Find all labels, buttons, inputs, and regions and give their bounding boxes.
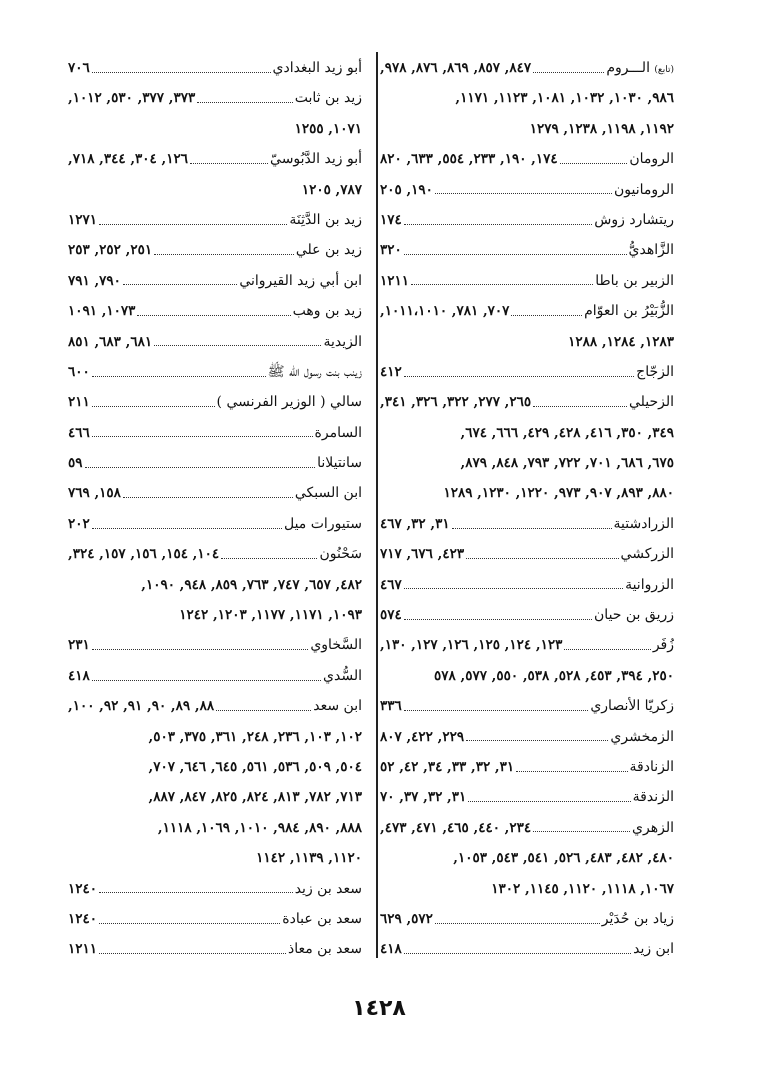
index-entry-continuation [380,661,674,691]
entry-page-numbers: ٤٢٣, ٦٧٦, ٧١٧ [380,546,465,563]
index-entry [68,661,362,691]
entry-name-text: سعد بن معاذ [287,941,362,958]
entry-name-text: الزركشي [620,546,674,563]
entry-name-text: زيد بن ثابت [294,90,362,107]
index-entry [380,387,674,417]
entry-name-text: سالي ( الوزير الفرنسي ) [216,394,362,411]
leader-dots [404,224,593,225]
leader-dots [137,315,290,316]
entry-page-numbers: ١٢٦, ٣٠٤, ٣٤٤, ٧١٨, [68,151,188,168]
leader-dots [221,558,317,559]
entry-name [319,539,362,569]
leader-dots [560,163,628,164]
leader-dots [511,315,582,316]
index-entry-continuation [380,843,674,873]
entry-name [288,934,362,964]
index-entry [68,83,362,113]
entry-page-numbers: ٤١٢ [380,363,402,380]
index-entry [68,205,362,235]
leader-dots [123,284,237,285]
index-entry [68,235,362,265]
index-entry [68,296,362,326]
entry-name-text: زُفَر [652,637,674,654]
column-divider [376,52,378,958]
entry-name-text: ابن أبي زيد القيرواني [239,272,362,289]
entry-page-numbers: ١٠٧١, ١٢٥٥ [294,120,362,137]
entry-name-text: الرومان [629,151,674,168]
entry-page-numbers: ٣٣٦ [380,698,402,715]
entry-page-numbers: ٤٨٠, ٤٨٢, ٤٨٣, ٥٢٦, ٥٤١, ٥٤٣, ١٠٥٣, [453,850,674,867]
entry-page-numbers: ٧٠٦ [68,60,90,76]
leader-dots [533,72,604,73]
entry-name [630,752,674,782]
entry-name [295,478,362,508]
leader-dots [404,953,631,954]
leader-dots [404,254,627,255]
entry-page-numbers: ٧٠٧, ٧٨١, ١٠١١،١٠١٠, [380,303,510,320]
leader-dots [452,528,612,529]
index-column-right [380,53,674,965]
entry-name [315,418,362,448]
entry-page-numbers: ١٧٤, ١٩٠, ٢٣٣, ٥٥٤, ٦٣٣, ٨٢٠ [380,151,558,168]
entry-name [282,904,362,934]
entry-name [317,448,362,478]
entry-name-text: سعد بن عبادة [282,910,362,927]
entry-name [268,357,362,387]
entry-page-numbers: ٤١٨ [380,941,402,958]
entry-page-numbers: ٨٨٠, ٨٩٣, ٩٠٧, ٩٧٣, ١٢٢٠, ١٢٣٠, ١٢٨٩ [443,485,674,502]
entry-name-text: ابن سعد [313,698,362,715]
index-entry-continuation [380,478,674,508]
index-entry-continuation [380,874,674,904]
entry-page-numbers: ٢٢٩, ٤٢٢, ٨٠٧ [380,728,465,745]
index-entry [68,53,362,83]
entry-page-numbers: ١٢١١ [68,941,98,958]
entry-name [584,296,674,326]
entry-name [621,539,674,569]
entry-name-text: الزبير بن باطا [595,272,674,289]
entry-name-text: الزرادشتية [613,515,674,532]
entry-page-numbers: ٥٧٤ [380,607,402,624]
leader-dots [533,406,627,407]
index-entry [380,175,674,205]
index-entry-continuation [68,722,362,752]
index-entry [68,387,362,417]
index-entry-continuation [68,813,362,843]
entry-name [273,53,363,83]
index-entry [380,904,674,934]
entry-name-text: أبو زيد الدَّبُوسيّ [270,151,362,168]
entry-page-numbers: ٢٠٢ [68,515,90,532]
entry-page-numbers: ٦٨١, ٦٨٣, ٨٥١ [68,333,153,350]
entry-page-numbers: ١٠٧٣, ١٠٩١ [68,303,136,320]
index-entry-continuation [380,448,674,478]
leader-dots [92,376,266,377]
entry-name [633,934,674,964]
entry-page-numbers: ٣٧٣, ٣٧٧, ٥٣٠, ١٠١٢, [68,90,196,107]
leader-dots [92,680,321,681]
entry-name [632,813,674,843]
entry-page-numbers: ٤٨٢, ٦٥٧, ٧٤٧, ٧٦٣, ٨٥٩, ٩٤٨, ١٠٩٠, [141,576,362,593]
entry-name-text: ابن زيد [633,941,674,958]
entry-name-text: الزَّاهديُّ [628,242,674,259]
entry-page-numbers: ١٢٨٣, ١٢٨٤, ١٢٨٨ [568,333,674,350]
index-entry [68,327,362,357]
entry-page-numbers: ١٠٢, ١٠٣, ٢٣٦, ٢٤٨, ٣٦١, ٣٧٥, ٥٠٣, [148,728,362,745]
entry-name-text: السامرة [314,424,362,441]
leader-dots [92,436,313,437]
leader-dots [99,224,287,225]
entry-page-numbers: ٢٥٠, ٣٩٤, ٤٥٣, ٥٢٨, ٥٣٨, ٥٥٠, ٥٧٧, ٥٧٨ [434,667,674,684]
entry-name [295,874,362,904]
entry-page-numbers: ٥٠٤, ٥٠٩, ٥٣٦, ٥٦١, ٦٤٥, ٦٤٦, ٧٠٧, [148,758,362,775]
index-entry [380,144,674,174]
entry-page-numbers: ١٢٣, ١٢٤, ١٢٥, ١٢٦, ١٢٧, ١٣٠, [380,637,563,654]
entry-name [296,235,362,265]
entry-page-numbers: ٧٨٧, ١٢٠٥ [301,181,362,198]
entry-page-numbers: ٤٦٦ [68,424,90,441]
entry-name [590,691,674,721]
leader-dots [404,619,592,620]
entry-page-numbers: ٨٨, ٨٩, ٩٠, ٩١, ٩٢, ١٠٠, [68,698,215,715]
entry-name-text: السَّخاوي [310,637,362,654]
leader-dots [154,254,294,255]
leader-dots [468,801,630,802]
entry-page-numbers: ٣١, ٣٢, ٣٣, ٣٤, ٤٢, ٥٢ [380,758,515,775]
entry-page-numbers: ٦٧٥, ٦٨٦, ٧٠١, ٧٢٢, ٧٩٣, ٨٤٨, ٨٧٩, [460,455,674,472]
leader-dots [411,284,593,285]
entry-name-text: الزُّبَيْرُ بن العوّام [584,303,674,320]
entry-page-numbers: ٤١٨ [68,667,90,684]
index-entry [380,235,674,265]
entry-name-text: ابن السبكي [294,485,362,502]
entry-page-numbers: ٤٦٧ [380,576,402,593]
leader-dots [533,831,630,832]
entry-name-text: الزنادقة [629,758,674,775]
entry-name [239,266,362,296]
entry-page-numbers: ٢٣٤, ٤٤٠, ٤٦٥, ٤٧١, ٤٧٣, [380,819,532,836]
entry-page-numbers: ٣١, ٣٢, ٤٦٧ [380,515,450,532]
index-entry [380,752,674,782]
entry-name-text: زيد بن الدَّثِنَة [289,211,362,228]
entry-page-numbers: ٢٥١, ٢٥٢, ٢٥٣ [68,242,153,259]
entry-name-text: الزجّاج [636,363,674,380]
index-column-left [68,53,362,965]
entry-page-numbers: ١١٢٠, ١١٣٩, ١١٤٢ [256,850,362,867]
entry-name [625,570,674,600]
index-entry-continuation [68,570,362,600]
entry-name [217,387,362,417]
leader-dots [216,710,311,711]
leader-dots [404,710,589,711]
entry-name-text: ستيورات ميل [283,515,362,532]
entry-page-numbers: ١٢١١ [380,272,410,289]
index-entry [380,630,674,660]
entry-page-numbers: ٥٧٢, ٦٢٩ [380,910,433,927]
entry-page-numbers: ٢٣١ [68,637,90,654]
leader-dots [123,497,293,498]
entry-name-text: زيد بن وهب [292,303,362,320]
leader-dots [92,72,271,73]
leader-dots [99,953,286,954]
index-entry [380,266,674,296]
entry-name-text: الزمخشري [610,728,674,745]
leader-dots [466,740,608,741]
leader-dots [190,163,268,164]
entry-page-numbers: ١٠٤, ١٥٤, ١٥٦, ١٥٧, ٣٢٤, [68,546,220,563]
index-entry-continuation [68,114,362,144]
index-entry [380,296,674,326]
entry-page-numbers: ٧٩٠, ٧٩١ [68,272,121,289]
index-entry-continuation [380,83,674,113]
entry-name [633,782,674,812]
entry-name [614,175,674,205]
entry-page-numbers: ١٩٠, ٢٠٥ [380,181,433,198]
entry-name-text: سعد بن زيد [294,880,362,897]
entry-name [289,205,362,235]
index-entry [380,205,674,235]
index-entry [380,357,674,387]
entry-name [614,509,674,539]
entry-page-numbers: ٨٨٨, ٨٩٠, ٩٨٤, ١٠١٠, ١٠٦٩, ١١١٨, [157,819,362,836]
index-entry [380,570,674,600]
leader-dots [99,923,280,924]
entry-name-text: زريق بن حيان [594,607,674,624]
entry-name [595,266,674,296]
entry-name-text: سَحْنُون [319,546,362,563]
entry-page-numbers: ٨٤٧, ٨٥٧, ٨٦٩, ٨٧٦, ٩٧٨, [380,60,532,76]
entry-name [323,327,362,357]
index-entry [68,357,362,387]
entry-prefix: (تابع) [654,65,674,75]
index-entry [68,509,362,539]
entry-name [653,630,674,660]
entry-name [602,904,674,934]
entry-page-numbers: ١٢٤٠ [68,910,98,927]
index-entry [380,509,674,539]
entry-name-text: زينب بنت رسول الله ﷺ [267,363,362,380]
leader-dots [404,588,623,589]
leader-dots [92,649,309,650]
index-entry [68,630,362,660]
entry-page-numbers: ١٢٧١ [68,211,98,228]
index-entry-continuation [68,752,362,782]
entry-page-numbers: ١٧٤ [380,211,402,228]
index-entry [68,539,362,569]
leader-dots [154,345,321,346]
leader-dots [85,467,316,468]
leader-dots [92,528,282,529]
leader-dots [435,923,600,924]
index-entry [68,934,362,964]
entry-name-text: ريتشارد زوش [594,211,674,228]
index-entry-continuation [68,843,362,873]
entry-name-text: زيد بن علي [295,242,362,259]
index-entry-continuation [380,327,674,357]
entry-name [629,235,674,265]
entry-name-text: الزهري [632,819,674,836]
entry-page-numbers: ١٥٨, ٧٦٩ [68,485,121,502]
entry-page-numbers: ١١٩٢, ١١٩٨, ١٢٣٨, ١٢٧٩ [529,120,674,137]
entry-name [284,509,362,539]
entry-name-text: الـــروم [606,60,650,76]
entry-name-text: الزيدية [323,333,362,350]
entry-page-numbers: ٣٤٩, ٣٥٠, ٤١٦, ٤٢٨, ٤٢٩, ٦٦٦, ٦٧٤, [460,424,674,441]
entry-page-numbers: ١٠٦٧, ١١١٨, ١١٢٠, ١١٤٥, ١٣٠٢ [491,880,674,897]
index-entry-continuation [68,782,362,812]
entry-name-text: سانتيلانا [317,455,362,472]
index-entry-continuation [380,418,674,448]
leader-dots [435,193,612,194]
index-entry [68,904,362,934]
entry-name [293,296,362,326]
index-entry [380,934,674,964]
entry-name [323,661,362,691]
entry-page-numbers: ٣١, ٣٢, ٣٧, ٧٠ [380,789,467,806]
entry-name [636,357,674,387]
entry-name [629,387,674,417]
index-entry [68,691,362,721]
index-entry [380,600,674,630]
index-entry [380,53,674,83]
entry-name-text: زياد بن حُدَيْر [601,910,674,927]
entry-page-numbers: ٥٩ [68,455,83,472]
leader-dots [564,649,650,650]
entry-page-numbers: ٦٠٠ [68,363,90,380]
index-entry [380,813,674,843]
index-entry [68,448,362,478]
entry-name [270,144,362,174]
index-entry-continuation [68,175,362,205]
index-entry-continuation [68,600,362,630]
index-entry [68,874,362,904]
entry-page-numbers: ٢١١ [68,394,90,411]
entry-name [610,722,674,752]
leader-dots [516,771,627,772]
index-entry [68,418,362,448]
entry-name [594,205,674,235]
index-entry [380,782,674,812]
entry-name [629,144,674,174]
entry-page-numbers: ٢٦٥, ٢٧٧, ٣٢٢, ٣٢٦, ٣٤١, [380,394,532,411]
entry-name-text: زكريّا الأنصاري [590,698,674,715]
entry-name [295,83,362,113]
index-entry-continuation [380,114,674,144]
leader-dots [466,558,618,559]
entry-name [313,691,362,721]
entry-name [606,53,674,85]
entry-page-numbers: ١٢٤٠ [68,880,98,897]
entry-name-text: السُّدي [323,667,362,684]
entry-page-numbers: ٧١٣, ٧٨٢, ٨١٣, ٨٢٤, ٨٢٥, ٨٤٧, ٨٨٧, [148,789,362,806]
entry-name-text: أبو زيد البغدادي [272,60,362,76]
entry-name-text: الزروانية [625,576,674,593]
entry-page-numbers: ١٠٩٣, ١١٧١, ١١٧٧, ١٢٠٣, ١٢٤٢ [179,607,362,624]
entry-page-numbers: ٣٢٠ [380,242,402,259]
page-number: ١٤٢٨ [352,996,406,1021]
entry-name-text: الزحيلي [628,394,674,411]
entry-name [594,600,674,630]
index-entry [380,722,674,752]
leader-dots [197,102,293,103]
entry-page-numbers: ٩٨٦, ١٠٣٠, ١٠٣٢, ١٠٨١, ١١٢٣, ١١٧١, [455,90,674,107]
index-entry [68,478,362,508]
index-entry [380,691,674,721]
leader-dots [404,376,634,377]
entry-name-text: الرومانيون [613,181,674,198]
leader-dots [99,892,293,893]
entry-name-text: الزندقة [632,789,674,806]
entry-name [310,630,362,660]
index-entry [380,539,674,569]
index-entry [68,266,362,296]
leader-dots [92,406,215,407]
index-entry [68,144,362,174]
